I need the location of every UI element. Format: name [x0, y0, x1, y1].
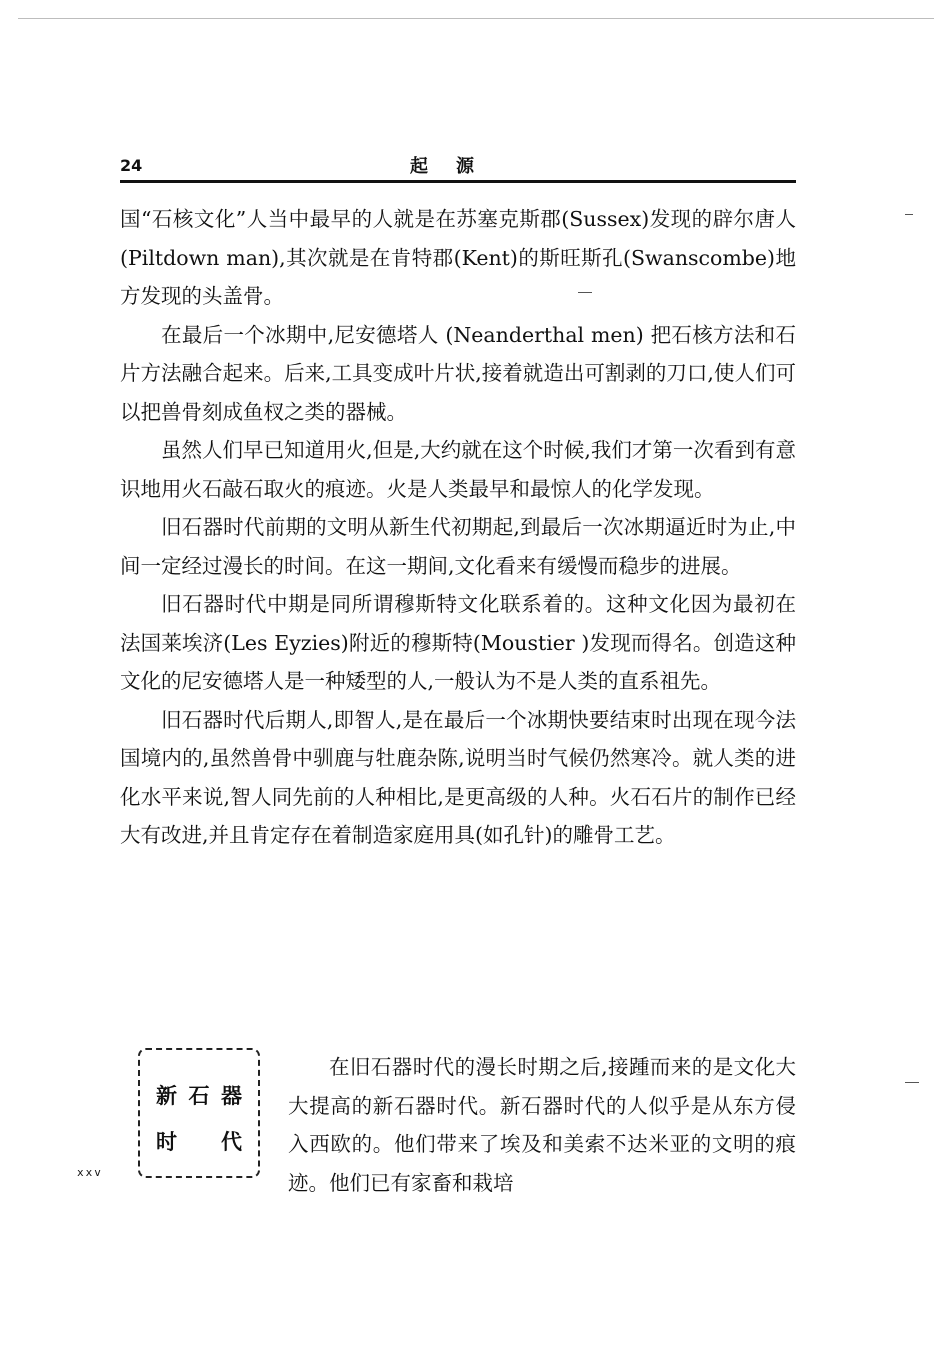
margin-note: xxv: [77, 1166, 103, 1179]
section-heading-line-1: [156, 1080, 242, 1110]
heading-char: 器: [221, 1084, 242, 1108]
header-rule: [120, 180, 796, 183]
section-heading-line-2: [156, 1126, 242, 1156]
scan-speck: [905, 1082, 919, 1083]
page-number: 24: [120, 156, 143, 175]
paragraph: 旧石器时代前期的文明从新生代初期起,到最后一次冰期逼近时为止,中间一定经过漫长的时间。在这一期间,文化看来有缓慢而稳步的进展。: [120, 515, 796, 578]
heading-char: 时: [156, 1130, 177, 1154]
heading-char: 代: [221, 1130, 242, 1154]
paragraph: 在旧石器时代的漫长时期之后,接踵而来的是文化大大提高的新石器时代。新石器时代的人似乎是从东方侵入西欧的。他们带来了埃及和美索不达米亚的文明的痕迹。他们已有家畜和栽培: [288, 1055, 796, 1195]
paragraph: 旧石器时代中期是同所谓穆斯特文化联系着的。这种文化因为最初在法国莱埃济(Les Eyzies)附近的穆斯特(Moustier )发现而得名。创造这种文化的尼安德塔人是一种矮型的人,一般认为不是人类的直系祖先。: [120, 592, 796, 693]
heading-char: 新: [156, 1084, 177, 1108]
paragraph: 国“石核文化”人当中最早的人就是在苏塞克斯郡(Sussex)发现的辟尔唐人(Piltdown man),其次就是在肯特郡(Kent)的斯旺斯孔(Swanscombe)地方发现的头盖骨。: [120, 207, 796, 308]
scan-speck: [578, 292, 592, 293]
page-header: [120, 150, 795, 182]
paragraph: 旧石器时代后期人,即智人,是在最后一个冰期快要结束时出现在现今法国境内的,虽然兽骨中驯鹿与牡鹿杂陈,说明当时气候仍然寒冷。就人类的进化水平来说,智人同先前的人种相比,是更高级的人种。火石石片的制作已经大有改进,并且肯定存在着制造家庭用具(如孔针)的雕骨工艺。: [120, 707, 796, 847]
running-title: 起源: [410, 156, 502, 177]
paragraph: 在最后一个冰期中,尼安德塔人 (Neanderthal men) 把石核方法和石片方法融合起来。后来,工具变成叶片状,接着就造出可割剥的刀口,使人们可以把兽骨刻成鱼杈之类的器械。: [120, 322, 796, 424]
section-text: [288, 1048, 796, 1202]
body-text: [120, 200, 796, 855]
page-top-border: [18, 18, 934, 19]
section-heading-box: [138, 1048, 260, 1178]
scan-speck: [905, 214, 913, 215]
heading-char: 石: [188, 1084, 210, 1108]
paragraph: 虽然人们早已知道用火,但是,大约就在这个时候,我们才第一次看到有意识地用火石敲石取火的痕迹。火是人类最早和最惊人的化学发现。: [120, 438, 796, 501]
